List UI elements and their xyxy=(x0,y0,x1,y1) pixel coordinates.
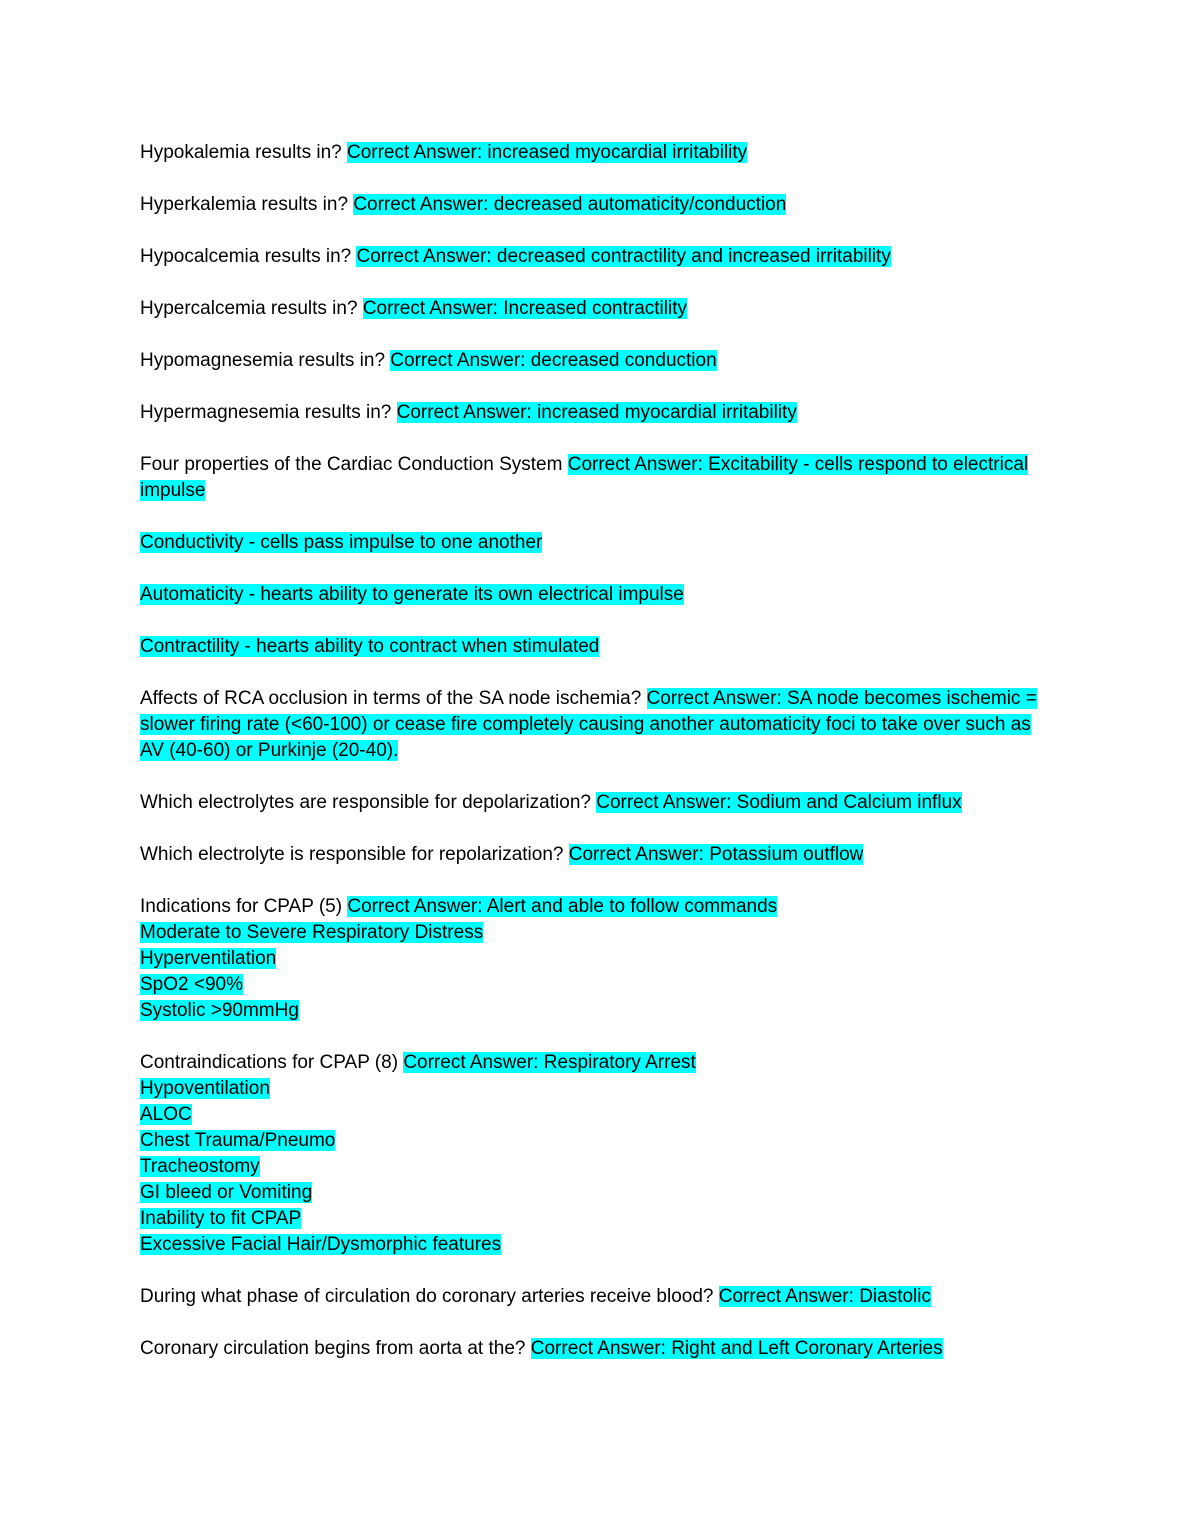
answer-line: ALOC xyxy=(140,1104,192,1125)
answer-text: Automaticity - hearts ability to generate its own electrical impulse xyxy=(140,584,684,605)
answer-text: Correct Answer: increased myocardial irritability xyxy=(346,142,748,163)
question-text: Hypercalcemia results in? xyxy=(140,298,363,319)
answer-text: Conductivity - cells pass impulse to one another xyxy=(140,532,543,553)
qa-item xyxy=(140,244,1050,270)
answer-line: GI bleed or Vomiting xyxy=(140,1182,313,1203)
question-text: Which electrolyte is responsible for repolarization? xyxy=(140,844,569,865)
answer-text: Correct Answer: Increased contractility xyxy=(362,298,687,319)
answer-text: Correct Answer: SA node becomes ischemic = slower firing rate (<60-100) or cease fire completely causing another automaticity foci to take over such as AV (40-60) or Purkinje (20-40). xyxy=(140,688,1037,761)
question-text: Affects of RCA occlusion in terms of the SA node ischemia? xyxy=(140,688,647,709)
answer-line: SpO2 <90% xyxy=(140,974,243,995)
qa-first-line xyxy=(140,1050,1050,1076)
question-text: Hypocalcemia results in? xyxy=(140,246,357,267)
answer-text: Correct Answer: Potassium outflow xyxy=(568,844,864,865)
answer-text: Correct Answer: Right and Left Coronary Arteries xyxy=(530,1338,943,1359)
answer-line: Hyperventilation xyxy=(140,948,277,969)
answer-text: Correct Answer: increased myocardial irritability xyxy=(396,402,797,423)
qa-item xyxy=(140,894,1050,1024)
question-text: Hypermagnesemia results in? xyxy=(140,402,397,423)
qa-item xyxy=(140,686,1050,764)
question-text: Coronary circulation begins from aorta at the? xyxy=(140,1338,531,1359)
qa-item xyxy=(140,192,1050,218)
qa-item xyxy=(140,1336,1050,1362)
answer-continuation xyxy=(140,634,1050,660)
qa-item xyxy=(140,348,1050,374)
answer-line: Systolic >90mmHg xyxy=(140,1000,299,1021)
answer-text: Correct Answer: Excitability - cells respond to electrical impulse xyxy=(140,454,1029,501)
qa-item xyxy=(140,296,1050,322)
answer-line: Chest Trauma/Pneumo xyxy=(140,1130,336,1151)
answer-text: Correct Answer: Alert and able to follow commands xyxy=(347,896,778,917)
question-text: Hypomagnesemia results in? xyxy=(140,350,391,371)
answer-line: Hypoventilation xyxy=(140,1078,270,1099)
answer-line: Tracheostomy xyxy=(140,1156,260,1177)
qa-item xyxy=(140,400,1050,426)
question-text: Hyperkalemia results in? xyxy=(140,194,354,215)
answer-text: Correct Answer: decreased contractility and increased irritability xyxy=(356,246,891,267)
qa-item xyxy=(140,842,1050,868)
qa-item xyxy=(140,452,1050,504)
question-text: During what phase of circulation do coronary arteries receive blood? xyxy=(140,1286,719,1307)
question-text: Hypokalemia results in? xyxy=(140,142,347,163)
answer-text: Contractility - hearts ability to contract when stimulated xyxy=(140,636,600,657)
answer-text: Correct Answer: decreased automaticity/conduction xyxy=(353,194,787,215)
answer-text: Correct Answer: decreased conduction xyxy=(390,350,717,371)
answer-text: Correct Answer: Diastolic xyxy=(718,1286,932,1307)
qa-item xyxy=(140,1284,1050,1310)
answer-continuation xyxy=(140,582,1050,608)
answer-continuation xyxy=(140,530,1050,556)
qa-item xyxy=(140,140,1050,166)
qa-item xyxy=(140,790,1050,816)
question-text: Contraindications for CPAP (8) xyxy=(140,1052,404,1073)
answer-text: Correct Answer: Respiratory Arrest xyxy=(403,1052,696,1073)
qa-first-line xyxy=(140,894,1050,920)
answer-line: Inability to fit CPAP xyxy=(140,1208,302,1229)
qa-item xyxy=(140,1050,1050,1258)
answer-text: Correct Answer: Sodium and Calcium influx xyxy=(596,792,962,813)
question-text: Four properties of the Cardiac Conduction System xyxy=(140,454,568,475)
answer-line: Moderate to Severe Respiratory Distress xyxy=(140,922,484,943)
document-page xyxy=(140,140,1050,1388)
question-text: Which electrolytes are responsible for depolarization? xyxy=(140,792,597,813)
answer-line: Excessive Facial Hair/Dysmorphic features xyxy=(140,1234,502,1255)
question-text: Indications for CPAP (5) xyxy=(140,896,348,917)
